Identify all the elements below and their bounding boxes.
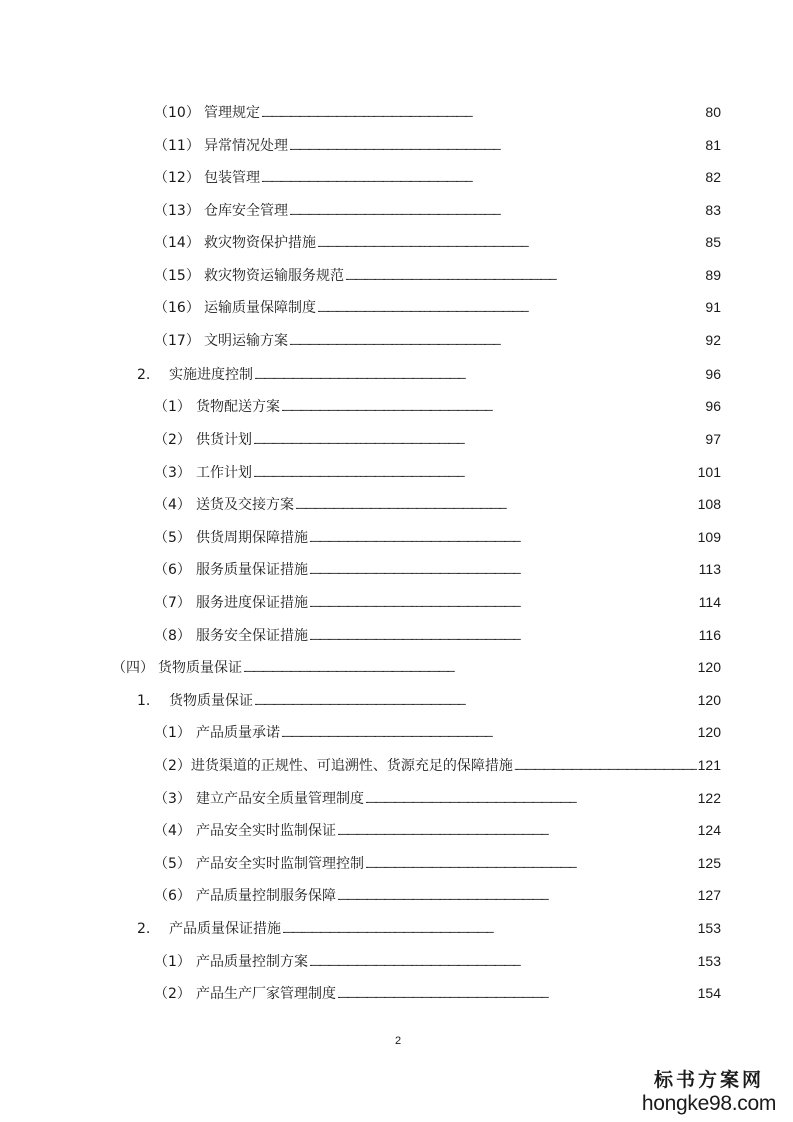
toc-number: （2） <box>154 432 191 448</box>
toc-number: （1） <box>154 954 191 970</box>
watermark-url: hongke98.com <box>641 1092 777 1115</box>
toc-number: 2. <box>137 921 151 937</box>
toc-page-number: 125 <box>697 855 721 871</box>
toc-entry[interactable] <box>154 231 721 253</box>
dot-leader <box>261 167 704 191</box>
dot-leader <box>282 918 697 942</box>
toc-title: 货物质量保证 <box>169 693 253 709</box>
toc-page-number: 97 <box>705 431 721 447</box>
toc-number: （17） <box>154 333 200 349</box>
toc-page-number: 85 <box>705 234 721 250</box>
dot-leader <box>337 820 697 844</box>
toc-page-number: 120 <box>697 724 721 740</box>
dot-leader <box>289 330 704 354</box>
toc-entry[interactable] <box>154 526 721 548</box>
toc-page-number: 89 <box>705 267 721 283</box>
toc-entry[interactable] <box>154 558 721 580</box>
toc-page-number: 153 <box>697 953 721 969</box>
toc-entry[interactable] <box>154 461 721 483</box>
toc-page-number: 96 <box>705 398 721 414</box>
toc-title: 送货及交接方案 <box>196 497 294 513</box>
dot-leader <box>261 102 704 126</box>
toc-entry[interactable] <box>154 428 721 450</box>
page-number: 2 <box>394 1035 402 1047</box>
toc-number: （7） <box>154 595 191 611</box>
dot-leader <box>365 788 697 812</box>
toc-entry[interactable] <box>154 101 721 123</box>
toc-page-number: 81 <box>705 137 721 153</box>
toc-title: 供货周期保障措施 <box>196 530 308 546</box>
toc-page-number: 114 <box>698 594 721 610</box>
toc-number: （5） <box>154 530 191 546</box>
toc-page-number: 121 <box>697 757 721 773</box>
toc-entry[interactable] <box>154 166 721 188</box>
toc-number: （10） <box>154 105 200 121</box>
toc-page-number: 96 <box>705 366 721 382</box>
toc-entry[interactable] <box>137 363 721 385</box>
dot-leader <box>345 265 704 289</box>
toc-title: 供货计划 <box>196 432 252 448</box>
toc-title: 货物配送方案 <box>196 399 280 415</box>
toc-title: 运输质量保障制度 <box>204 300 316 316</box>
toc-entry[interactable] <box>154 754 721 776</box>
toc-title: 异常情况处理 <box>204 138 288 154</box>
toc-number: （8） <box>154 628 191 644</box>
dot-leader <box>281 396 704 420</box>
toc-entry[interactable] <box>154 787 721 809</box>
toc-page-number: 109 <box>697 529 721 545</box>
dot-leader <box>253 429 704 453</box>
dot-leader <box>289 200 704 224</box>
toc-entry[interactable] <box>154 624 721 646</box>
toc-entry[interactable] <box>137 917 721 939</box>
toc-page-number: 120 <box>697 659 721 675</box>
toc-entry[interactable] <box>154 982 721 1004</box>
toc-title: 产品安全实时监制保证 <box>196 823 336 839</box>
toc-entry[interactable] <box>137 689 721 711</box>
toc-number: （11） <box>154 138 200 154</box>
toc-title: 产品质量控制方案 <box>196 954 308 970</box>
dot-leader <box>514 755 697 779</box>
toc-title: 货物质量保证 <box>158 660 242 676</box>
toc-number: （2） <box>154 986 191 1002</box>
toc-number: （3） <box>154 791 191 807</box>
toc-number: （15） <box>154 268 200 284</box>
toc-number: （13） <box>154 203 200 219</box>
toc-entry[interactable] <box>154 395 721 417</box>
toc-entry[interactable] <box>154 721 721 743</box>
toc-entry[interactable] <box>154 884 721 906</box>
toc-entry[interactable] <box>154 329 721 351</box>
toc-entry[interactable] <box>154 950 721 972</box>
toc-entry[interactable] <box>154 493 721 515</box>
toc-title: 产品生产厂家管理制度 <box>196 986 336 1002</box>
dot-leader <box>309 951 697 975</box>
toc-title: 包装管理 <box>204 170 260 186</box>
dot-leader <box>253 462 697 486</box>
dot-leader <box>309 592 698 616</box>
toc-page-number: 127 <box>697 887 721 903</box>
toc-title: 产品质量控制服务保障 <box>196 888 336 904</box>
toc-number: （6） <box>154 888 191 904</box>
toc-number: （4） <box>154 823 191 839</box>
toc-page-number: 122 <box>697 790 721 806</box>
dot-leader <box>309 625 698 649</box>
toc-number: （4） <box>154 497 191 513</box>
toc-page-number: 108 <box>697 496 721 512</box>
dot-leader <box>317 232 704 256</box>
toc-title: 产品质量保证措施 <box>169 921 281 937</box>
toc-entry[interactable] <box>154 199 721 221</box>
toc-title: 产品安全实时监制管理控制 <box>196 856 364 872</box>
toc-title: 工作计划 <box>196 465 252 481</box>
toc-title: 文明运输方案 <box>204 333 288 349</box>
toc-title: 实施进度控制 <box>169 367 253 383</box>
toc-number: （6） <box>154 562 191 578</box>
toc-number: （3） <box>154 465 191 481</box>
toc-title: 进货渠道的正规性、可追溯性、货源充足的保障措施 <box>190 758 513 774</box>
toc-page-number: 153 <box>697 920 721 936</box>
toc-number: （1） <box>154 725 191 741</box>
watermark-logo <box>639 1068 779 1116</box>
dot-leader <box>337 983 697 1007</box>
toc-number: 2. <box>137 367 151 383</box>
toc-number: 1. <box>137 693 151 709</box>
toc-entry[interactable] <box>154 134 721 156</box>
toc-title: 服务进度保证措施 <box>196 595 308 611</box>
dot-leader <box>337 885 697 909</box>
toc-page-number: 124 <box>697 822 721 838</box>
toc-title: 服务质量保证措施 <box>196 562 308 578</box>
toc-title: 仓库安全管理 <box>204 203 288 219</box>
toc-entry[interactable] <box>154 591 721 613</box>
toc-page-number: 82 <box>705 169 721 185</box>
toc-number: （12） <box>154 170 200 186</box>
dot-leader <box>281 722 697 746</box>
toc-page-number: 116 <box>698 627 721 643</box>
toc-number: （5） <box>154 856 191 872</box>
toc-entry[interactable] <box>112 656 721 678</box>
watermark-title: 标书方案网 <box>653 1069 764 1091</box>
toc-page-number: 113 <box>698 561 721 577</box>
dot-leader <box>254 690 697 714</box>
toc-number: （2） <box>154 758 191 774</box>
toc-title: 建立产品安全质量管理制度 <box>196 791 364 807</box>
toc-page-number: 91 <box>705 299 721 315</box>
toc-page-number: 80 <box>705 104 721 120</box>
toc-title: 产品质量承诺 <box>196 725 280 741</box>
toc-page-number: 154 <box>697 985 721 1001</box>
dot-leader <box>243 657 697 681</box>
toc-title: 救灾物资保护措施 <box>204 235 316 251</box>
toc-number: （16） <box>154 300 200 316</box>
toc-number: （四） <box>112 660 154 676</box>
toc-number: （1） <box>154 399 191 415</box>
dot-leader <box>317 297 704 321</box>
toc-page-number: 92 <box>705 332 721 348</box>
toc-page-number: 101 <box>697 464 721 480</box>
toc-number: （14） <box>154 235 200 251</box>
toc-page-number: 83 <box>705 202 721 218</box>
toc-entry[interactable] <box>154 852 721 874</box>
toc-page-number: 120 <box>697 692 721 708</box>
toc-entry[interactable] <box>154 296 721 318</box>
dot-leader <box>309 559 698 583</box>
toc-entry[interactable] <box>154 819 721 841</box>
toc-entry[interactable] <box>154 264 721 286</box>
dot-leader <box>309 527 697 551</box>
dot-leader <box>289 135 704 159</box>
toc-title: 救灾物资运输服务规范 <box>204 268 344 284</box>
dot-leader <box>365 853 697 877</box>
toc-title: 管理规定 <box>204 105 260 121</box>
dot-leader <box>295 494 697 518</box>
toc-title: 服务安全保证措施 <box>196 628 308 644</box>
dot-leader <box>254 364 704 388</box>
